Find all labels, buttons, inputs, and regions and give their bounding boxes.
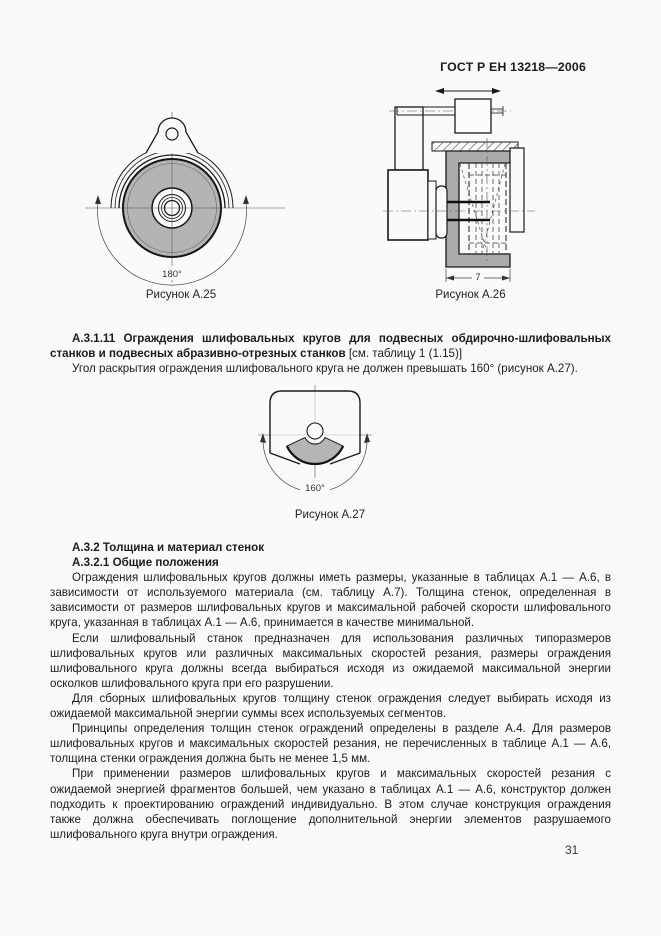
section-a3-2-heading: А.3.2 Толщина и материал стенок bbox=[72, 541, 265, 554]
paragraph: Ограждения шлифовальных кругов должны иметь размеры, указанные в таблицах А.1 — А.6, в зависимости от используемого материала (см. таблицу А.7). Толщина стенок, определенная в зависимости от размеров шлифовальных кругов и максимальной рабочей скорости шлифовального круга, указанная в таблицах А.1 — А.6, принимается в качестве минимальной. bbox=[50, 571, 611, 630]
section-a3-2-1-heading: А.3.2.1 Общие положения bbox=[72, 556, 219, 570]
slide-arrow bbox=[435, 88, 501, 94]
figure-a26-drawing bbox=[383, 83, 558, 288]
angle-label-160: 160° bbox=[305, 483, 325, 494]
section-a3-1-11 bbox=[50, 331, 611, 376]
section-a3-2 bbox=[50, 540, 611, 842]
figure-a27-caption: Рисунок А.27 bbox=[294, 509, 366, 521]
angle-label-180: 180° bbox=[162, 269, 182, 280]
section-a3-1-11-heading-ref: [см. таблицу 1 (1.15)] bbox=[345, 347, 463, 361]
spindle-block bbox=[455, 99, 491, 133]
paragraph: Если шлифовальный станок предназначен для использования различных типоразмеров шлифовальных кругов или различных максимальных скоростей резания, размеры ограждения шлифовального круга должны всегда выбираться исходя из ожидаемой максимальной энергии осколков шлифовального круга при его разрушении. bbox=[50, 631, 611, 690]
guard-section bbox=[446, 151, 510, 267]
figure-a25-caption: Рисунок А.25 bbox=[145, 289, 217, 301]
paragraph: Для сборных шлифовальных кругов толщину стенок ограждения следует выбирать исходя из ожидаемой максимальной энергии суммы всех используемых сегментов. bbox=[50, 691, 611, 721]
section-a3-1-11-heading-bold: А.3.1.11 Ограждения шлифовальных кругов для подвесных обдирочно-шлифовальных станков и подвесных абразивно-отрезных станков bbox=[50, 332, 611, 361]
spindle-shaft bbox=[389, 106, 511, 116]
section-a3-1-11-paragraph: Угол раскрытия ограждения шлифовального круга не должен превышать 160° (рисунок А.27). bbox=[72, 362, 578, 376]
figure-a27-drawing bbox=[240, 381, 420, 507]
page-number: 31 bbox=[565, 843, 579, 857]
spindle-hub bbox=[436, 186, 447, 238]
standard-title: ГОСТ Р ЕН 13218—2006 bbox=[440, 60, 586, 74]
machine-column bbox=[388, 107, 436, 240]
section-a3-1-11-heading bbox=[50, 331, 611, 361]
wheel-dashed-section bbox=[460, 163, 506, 254]
figure-a26-caption: Рисунок А.26 bbox=[435, 289, 506, 301]
figure-a25-drawing bbox=[70, 96, 292, 292]
lug-hole bbox=[166, 128, 178, 140]
paragraph: Принципы определения толщин стенок ограждений определены в разделе А.4. Для размеров шлифовальных кругов и максимальных скоростей резания, не перечисленных в таблице А.1 — А.6, толщина стенки ограждения должна быть не менее 1,5 мм. bbox=[50, 722, 611, 766]
paragraph: При применении размеров шлифовальных кругов и максимальных скоростей резания с ожидаемой энергией фрагментов большей, чем указано в таблицах А.1 — А.6, конструктор должен подходить к проектированию ограждений индивидуально. В этом случае конструкция ограждения также должна обеспечивать поглощение дополнительной энергии элементов разрушаемого шлифовального круга внутри ограждения. bbox=[50, 767, 611, 841]
width-label: 7 bbox=[475, 272, 481, 282]
guard-right-wall bbox=[510, 148, 524, 232]
hatched-plate bbox=[432, 142, 518, 151]
